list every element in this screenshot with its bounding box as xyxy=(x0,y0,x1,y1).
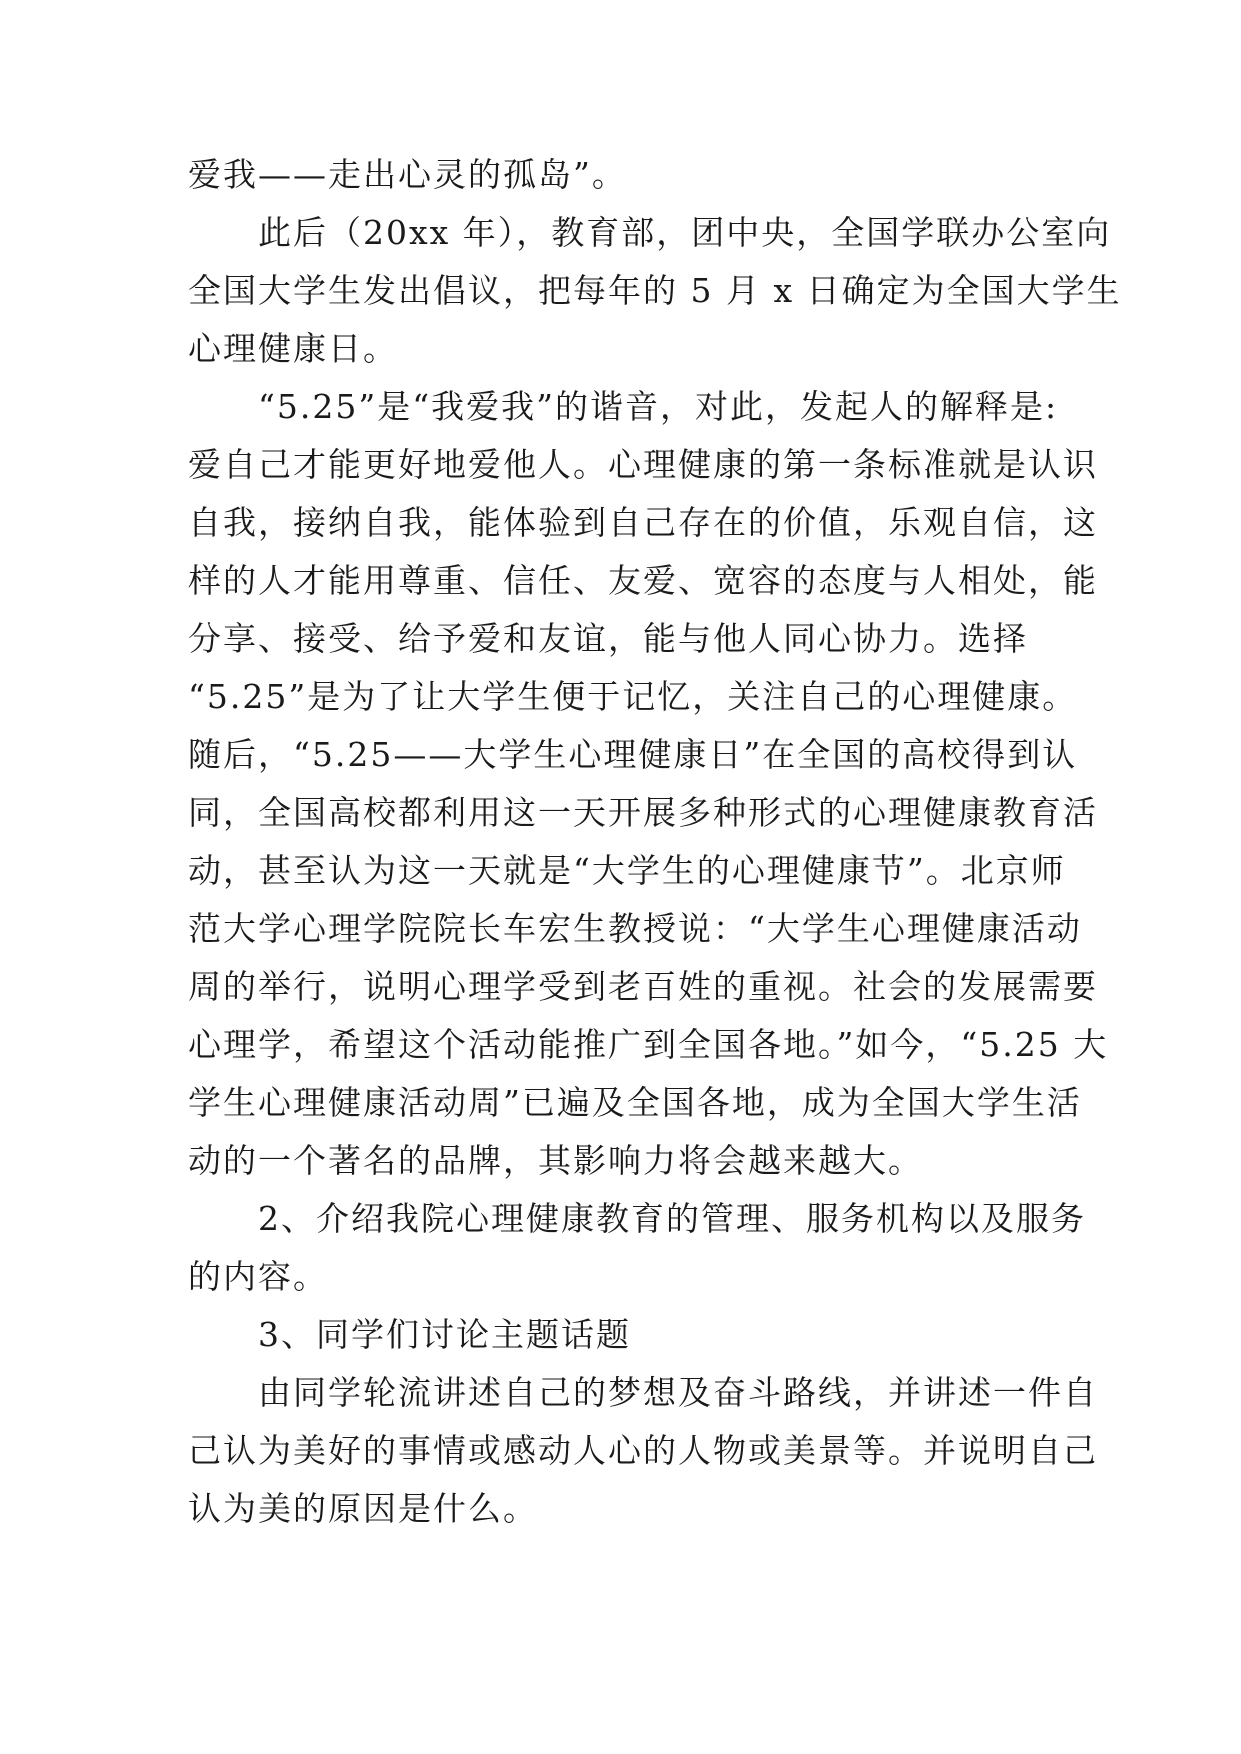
text-line: 3、同学们讨论主题话题 xyxy=(188,1315,631,1354)
text-line: 自我，接纳自我，能体验到自己存在的价值，乐观自信，这 xyxy=(188,503,1098,542)
text-line: 心理学，希望这个活动能推广到全国各地。”如今，“5.25 大 xyxy=(188,1025,1109,1064)
text-line: 随后，“5.25——大学生心理健康日”在全国的高校得到认 xyxy=(188,735,1078,774)
text-line: 样的人才能用尊重、信任、友爱、宽容的态度与人相处，能 xyxy=(188,561,1098,600)
text-line: 此后（20xx 年），教育部，团中央，全国学联办公室向 xyxy=(188,213,1112,252)
text-line: 周的举行，说明心理学受到老百姓的重视。社会的发展需要 xyxy=(188,967,1098,1006)
text-line: “5.25”是为了让大学生便于记忆，关注自己的心理健康。 xyxy=(188,677,1078,716)
text-line: 认为美的原因是什么。 xyxy=(188,1489,538,1528)
text-line: 的内容。 xyxy=(188,1257,328,1296)
text-line: 动，甚至认为这一天就是“大学生的心理健康节”。北京师 xyxy=(188,851,1066,890)
text-line: 心理健康日。 xyxy=(188,329,398,368)
text-line: 己认为美好的事情或感动人心的人物或美景等。并说明自己 xyxy=(188,1431,1098,1470)
text-line: 学生心理健康活动周”已遍及全国各地，成为全国大学生活 xyxy=(188,1083,1082,1122)
text-line: 动的一个著名的品牌，其影响力将会越来越大。 xyxy=(188,1141,923,1180)
text-line: 同，全国高校都利用这一天开展多种形式的心理健康教育活 xyxy=(188,793,1098,832)
text-line: 爱自己才能更好地爱他人。心理健康的第一条标准就是认识 xyxy=(188,445,1098,484)
text-line: 2、介绍我院心理健康教育的管理、服务机构以及服务 xyxy=(188,1199,1086,1238)
text-line: “5.25”是“我爱我”的谐音，对此，发起人的解释是: xyxy=(188,387,1059,426)
text-line: 由同学轮流讲述自己的梦想及奋斗路线，并讲述一件自 xyxy=(188,1373,1098,1412)
text-line: 分享、接受、给予爱和友谊，能与他人同心协力。选择 xyxy=(188,619,1028,658)
text-line: 全国大学生发出倡议，把每年的 5 月 x 日确定为全国大学生 xyxy=(188,271,1122,310)
document-body xyxy=(188,146,1122,1538)
text-line: 爱我——走出心灵的孤岛”。 xyxy=(188,155,627,194)
text-line: 范大学心理学院院长车宏生教授说：“大学生心理健康活动 xyxy=(188,909,1082,948)
